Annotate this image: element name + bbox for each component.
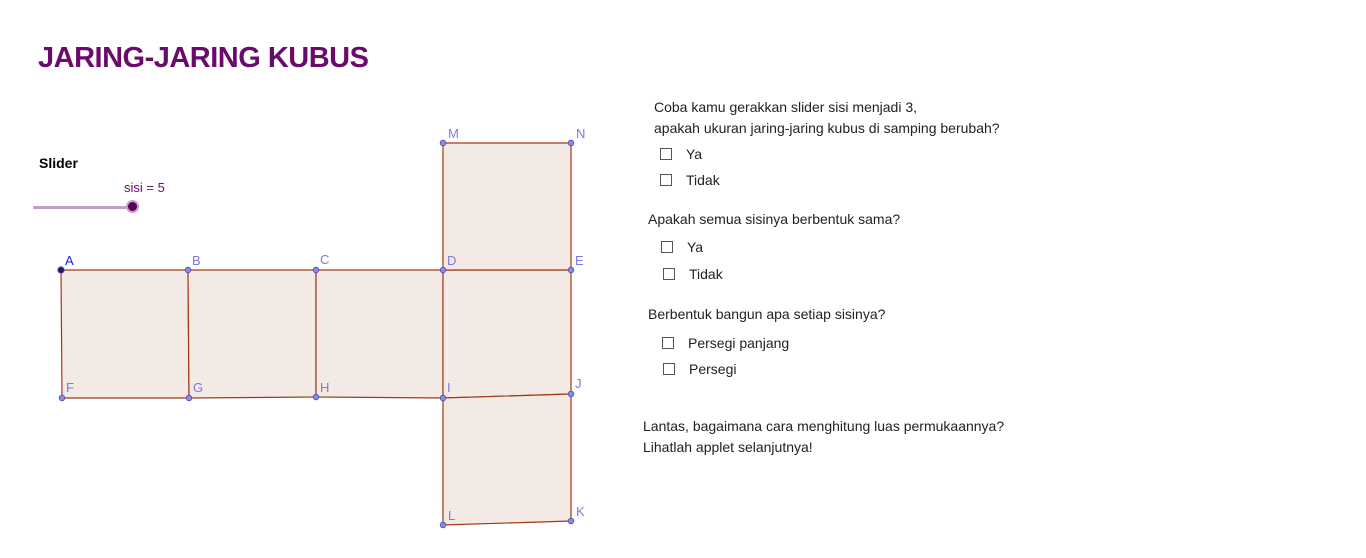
q3-option-persegi-label: Persegi (689, 361, 737, 377)
q3-option-persegi-panjang-label: Persegi panjang (688, 335, 790, 351)
point-label-e: E (575, 253, 584, 268)
q3-option-persegi[interactable] (663, 361, 736, 377)
page-title: JARING-JARING KUBUS (38, 42, 369, 74)
q2-option-ya-label: Ya (687, 239, 704, 255)
point-label-k: K (576, 504, 585, 519)
point-g[interactable] (186, 395, 192, 401)
net-face-deji (443, 270, 571, 398)
point-n[interactable] (568, 140, 574, 146)
point-a[interactable] (58, 267, 64, 273)
closing-line-2: Lihatlah applet selanjutnya! (643, 439, 813, 455)
question-3: Berbentuk bangun apa setiap sisinya? (648, 306, 886, 322)
point-label-c: C (320, 252, 330, 267)
q1-option-ya[interactable] (660, 146, 702, 162)
point-label-d: D (447, 253, 457, 268)
q3-option-persegi-panjang[interactable] (662, 335, 789, 351)
net-face-ijkl (443, 394, 571, 525)
q3-checkbox-persegi-panjang[interactable] (662, 337, 674, 349)
point-label-b: B (192, 253, 201, 268)
slider-knob[interactable] (126, 200, 139, 213)
slider-track[interactable] (33, 206, 135, 209)
point-d[interactable] (440, 267, 446, 273)
q2-option-ya[interactable] (661, 239, 703, 255)
q2-option-tidak-label: Tidak (689, 266, 723, 282)
q1-option-tidak-label: Tidak (686, 172, 720, 188)
point-b[interactable] (185, 267, 191, 273)
point-label-f: F (66, 380, 74, 395)
q3-checkbox-persegi[interactable] (663, 363, 675, 375)
question-1-line-1: Coba kamu gerakkan slider sisi menjadi 3, (654, 99, 918, 115)
q1-option-ya-label: Ya (686, 146, 703, 162)
point-m[interactable] (440, 140, 446, 146)
point-e[interactable] (568, 267, 574, 273)
point-label-g: G (193, 380, 204, 395)
point-h[interactable] (313, 394, 319, 400)
net-face-abgf (61, 270, 189, 398)
q1-checkbox-ya[interactable] (660, 148, 672, 160)
closing-line-1: Lantas, bagaimana cara menghitung luas permukaannya? (643, 418, 1005, 434)
point-label-m: M (448, 126, 459, 141)
point-i[interactable] (440, 395, 446, 401)
q2-option-tidak[interactable] (663, 266, 723, 282)
q1-checkbox-tidak[interactable] (660, 174, 672, 186)
net-face-mned (443, 143, 571, 270)
q2-checkbox-tidak[interactable] (663, 268, 675, 280)
slider-caption: Slider (39, 155, 78, 171)
point-label-i: I (447, 380, 451, 395)
point-label-n: N (576, 126, 586, 141)
net-face-bchg (188, 270, 316, 398)
point-c[interactable] (313, 267, 319, 273)
net-face-cdih (316, 270, 443, 398)
q2-checkbox-ya[interactable] (661, 241, 673, 253)
point-k[interactable] (568, 518, 574, 524)
point-label-j: J (575, 376, 582, 391)
question-2: Apakah semua sisinya berbentuk sama? (648, 211, 901, 227)
point-label-a: A (65, 253, 74, 268)
point-l[interactable] (440, 522, 446, 528)
q1-option-tidak[interactable] (660, 172, 720, 188)
point-label-h: H (320, 380, 330, 395)
point-f[interactable] (59, 395, 65, 401)
point-label-l: L (448, 508, 456, 523)
point-j[interactable] (568, 391, 574, 397)
slider-value-label: sisi = 5 (124, 180, 165, 195)
question-1-line-2: apakah ukuran jaring-jaring kubus di samping berubah? (654, 120, 1000, 136)
